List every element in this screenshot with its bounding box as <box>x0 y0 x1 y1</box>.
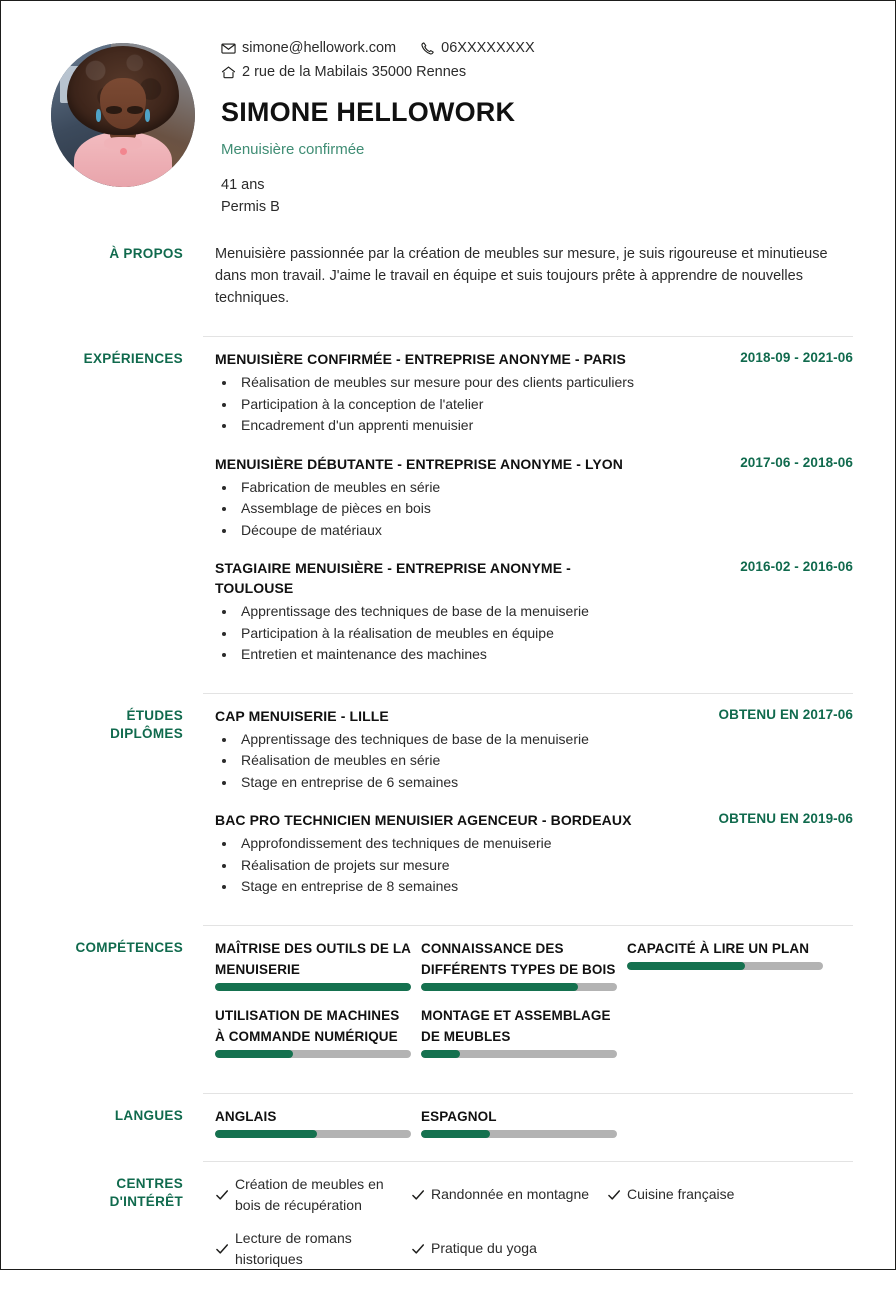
phone-text: 06XXXXXXXX <box>441 40 535 56</box>
experience-entry <box>215 349 853 437</box>
interest-item <box>607 1174 803 1216</box>
skill-item <box>627 938 823 991</box>
section-content-education <box>203 693 853 912</box>
skill-bar-fill <box>421 983 578 991</box>
skill-name: MONTAGE ET ASSEMBLAGE DE MEUBLES <box>421 1007 611 1044</box>
entry-date: 2018-09 - 2021-06 <box>740 350 853 366</box>
languages-grid <box>215 1106 853 1148</box>
entry-bullets <box>215 729 853 794</box>
section-content-interests <box>203 1161 853 1294</box>
bullet-item: • Réalisation de meubles sur mesure pour des clients particuliers <box>237 372 853 394</box>
skill-bar-track <box>421 1050 617 1058</box>
entry-bullets <box>215 477 853 542</box>
section-label-experiences: EXPÉRIENCES <box>83 351 183 367</box>
skill-item <box>215 1005 411 1058</box>
bullet-item: • Apprentissage des techniques de base de la menuiserie <box>237 729 853 751</box>
contact-email[interactable] <box>221 37 396 59</box>
check-icon <box>607 1188 621 1202</box>
skill-name: CAPACITÉ À LIRE UN PLAN <box>627 940 810 956</box>
language-item <box>421 1106 617 1138</box>
check-icon <box>411 1242 425 1256</box>
interests-grid <box>215 1174 853 1294</box>
section-content-experiences <box>203 336 853 680</box>
section-label-education <box>43 693 203 743</box>
entry-header <box>215 349 853 369</box>
section-label-interests-line1: CENTRES <box>116 1175 183 1191</box>
skill-name: CONNAISSANCE DES DIFFÉRENTS TYPES DE BOIS <box>421 940 616 977</box>
entry-header <box>215 810 853 830</box>
entry-date: OBTENU EN 2019-06 <box>718 811 853 827</box>
section-label-skills: COMPÉTENCES <box>75 939 183 955</box>
language-bar-fill <box>421 1130 490 1138</box>
bullet-item: • Approfondissement des techniques de menuiserie <box>237 833 853 855</box>
job-title: Menuisière confirmée <box>221 141 365 159</box>
age-text: 41 ans <box>221 177 265 194</box>
section-languages <box>43 1080 853 1148</box>
language-name: ANGLAIS <box>215 1108 277 1124</box>
bullet-item: • Réalisation de meubles en série <box>237 750 853 772</box>
bullet-item: • Entretien et maintenance des machines <box>237 644 853 666</box>
section-label-interests <box>43 1161 203 1211</box>
skill-item <box>215 938 411 991</box>
contact-line-1 <box>221 37 853 59</box>
envelope-icon <box>221 41 236 56</box>
interest-label: Lecture de romans historiques <box>235 1229 352 1267</box>
bullet-item: • Apprentissage des techniques de base de la menuiserie <box>237 601 853 623</box>
section-skills <box>43 912 853 1080</box>
cv-header <box>43 29 853 218</box>
bullet-item: • Réalisation de projets sur mesure <box>237 855 853 877</box>
interest-label: Pratique du yoga <box>431 1240 537 1257</box>
entry-bullets <box>215 372 853 437</box>
profile-photo <box>51 43 195 187</box>
section-label-education-line1: ÉTUDES <box>126 707 183 723</box>
skill-bar-track <box>627 962 823 970</box>
skill-bar-fill <box>421 1050 460 1058</box>
skill-bar-track <box>215 1050 411 1058</box>
interest-label: Randonnée en montagne <box>431 1186 590 1203</box>
interest-item <box>215 1228 411 1270</box>
license-text: Permis B <box>221 199 280 216</box>
bullet-item: • Découpe de matériaux <box>237 520 853 542</box>
entry-header <box>215 454 853 474</box>
address-text: 2 rue de la Mabilais 35000 Rennes <box>242 64 467 80</box>
about-text: Menuisière passionnée par la création de meubles sur mesure, je suis rigoureuse et minutieuse dans mon travail. J'aime le travail en équipe et suis toujours prête à apprendre de nouvelles techniques. <box>215 246 828 307</box>
interest-item <box>411 1228 607 1270</box>
skill-bar-track <box>215 983 411 991</box>
section-content-languages <box>203 1093 853 1148</box>
bullet-item: • Stage en entreprise de 6 semaines <box>237 772 853 794</box>
experience-entry <box>215 454 853 542</box>
bullet-item: • Assemblage de pièces en bois <box>237 498 853 520</box>
bullet-item: • Encadrement d'un apprenti menuisier <box>237 415 853 437</box>
bullet-item: • Fabrication de meubles en série <box>237 477 853 499</box>
section-label-interests-line2: D'INTÉRÊT <box>109 1193 183 1209</box>
interest-label: Création de meubles en bois de récupération <box>235 1175 384 1213</box>
avatar-column <box>43 29 203 187</box>
skill-name: UTILISATION DE MACHINES À COMMANDE NUMÉRIQUE <box>215 1007 400 1044</box>
entry-title: MENUISIÈRE CONFIRMÉE - ENTREPRISE ANONYME - PARIS <box>215 351 626 368</box>
skill-bar-track <box>421 983 617 991</box>
language-name: ESPAGNOL <box>421 1108 497 1124</box>
home-icon <box>221 65 236 80</box>
bullet-item: • Participation à la conception de l'atelier <box>237 394 853 416</box>
section-experiences <box>43 323 853 680</box>
education-entry <box>215 706 853 794</box>
language-bar-fill <box>215 1130 317 1138</box>
phone-icon <box>420 41 435 56</box>
bullet-item: • Stage en entreprise de 8 semaines <box>237 876 853 898</box>
entry-date: OBTENU EN 2017-06 <box>718 706 853 722</box>
check-icon <box>411 1188 425 1202</box>
skill-bar-fill <box>215 983 411 991</box>
contact-phone[interactable] <box>420 37 535 59</box>
section-content-about <box>203 231 853 323</box>
interest-label: Cuisine française <box>627 1186 735 1203</box>
contact-address <box>221 61 466 83</box>
skill-bar-fill <box>215 1050 293 1058</box>
photo-eye-left <box>106 106 122 113</box>
personal-meta <box>221 174 853 218</box>
language-bar-track <box>215 1130 411 1138</box>
entry-bullets <box>215 601 853 666</box>
email-text: simone@hellowork.com <box>242 40 397 56</box>
education-entry <box>215 810 853 898</box>
entry-title: BAC PRO TECHNICIEN MENUISIER AGENCEUR - BORDEAUX <box>215 812 632 829</box>
entry-header <box>215 706 853 726</box>
entry-title: MENUISIÈRE DÉBUTANTE - ENTREPRISE ANONYME - LYON <box>215 455 623 472</box>
section-label-education-line2: DIPLÔMES <box>110 725 183 741</box>
page-title: SIMONE HELLOWORK <box>221 97 516 127</box>
header-details <box>203 29 853 218</box>
section-about <box>43 218 853 323</box>
section-education <box>43 680 853 912</box>
photo-eye-right <box>127 106 143 113</box>
skills-grid <box>215 938 853 1080</box>
skill-name: MAÎTRISE DES OUTILS DE LA MENUISERIE <box>215 940 411 977</box>
entry-date: 2017-06 - 2018-06 <box>740 454 853 470</box>
check-icon <box>215 1188 229 1202</box>
entry-date: 2016-02 - 2016-06 <box>740 559 853 575</box>
entry-header <box>215 558 853 598</box>
section-label-about: À PROPOS <box>109 246 183 262</box>
contact-line-2 <box>221 61 853 83</box>
interest-item <box>411 1174 607 1216</box>
entry-title: STAGIAIRE MENUISIÈRE - ENTREPRISE ANONYME - TOULOUSE <box>215 560 571 597</box>
skill-item <box>421 938 617 991</box>
experience-entry <box>215 558 853 666</box>
entry-bullets <box>215 833 853 898</box>
section-label-languages: LANGUES <box>114 1107 183 1123</box>
entry-title: CAP MENUISERIE - LILLE <box>215 707 389 724</box>
skill-item <box>421 1005 617 1058</box>
language-bar-track <box>421 1130 617 1138</box>
interest-item <box>215 1174 411 1216</box>
section-interests <box>43 1148 853 1294</box>
language-item <box>215 1106 411 1138</box>
check-icon <box>215 1242 229 1256</box>
section-content-skills <box>203 925 853 1080</box>
bullet-item: • Participation à la réalisation de meubles en équipe <box>237 623 853 645</box>
skill-bar-fill <box>627 962 745 970</box>
